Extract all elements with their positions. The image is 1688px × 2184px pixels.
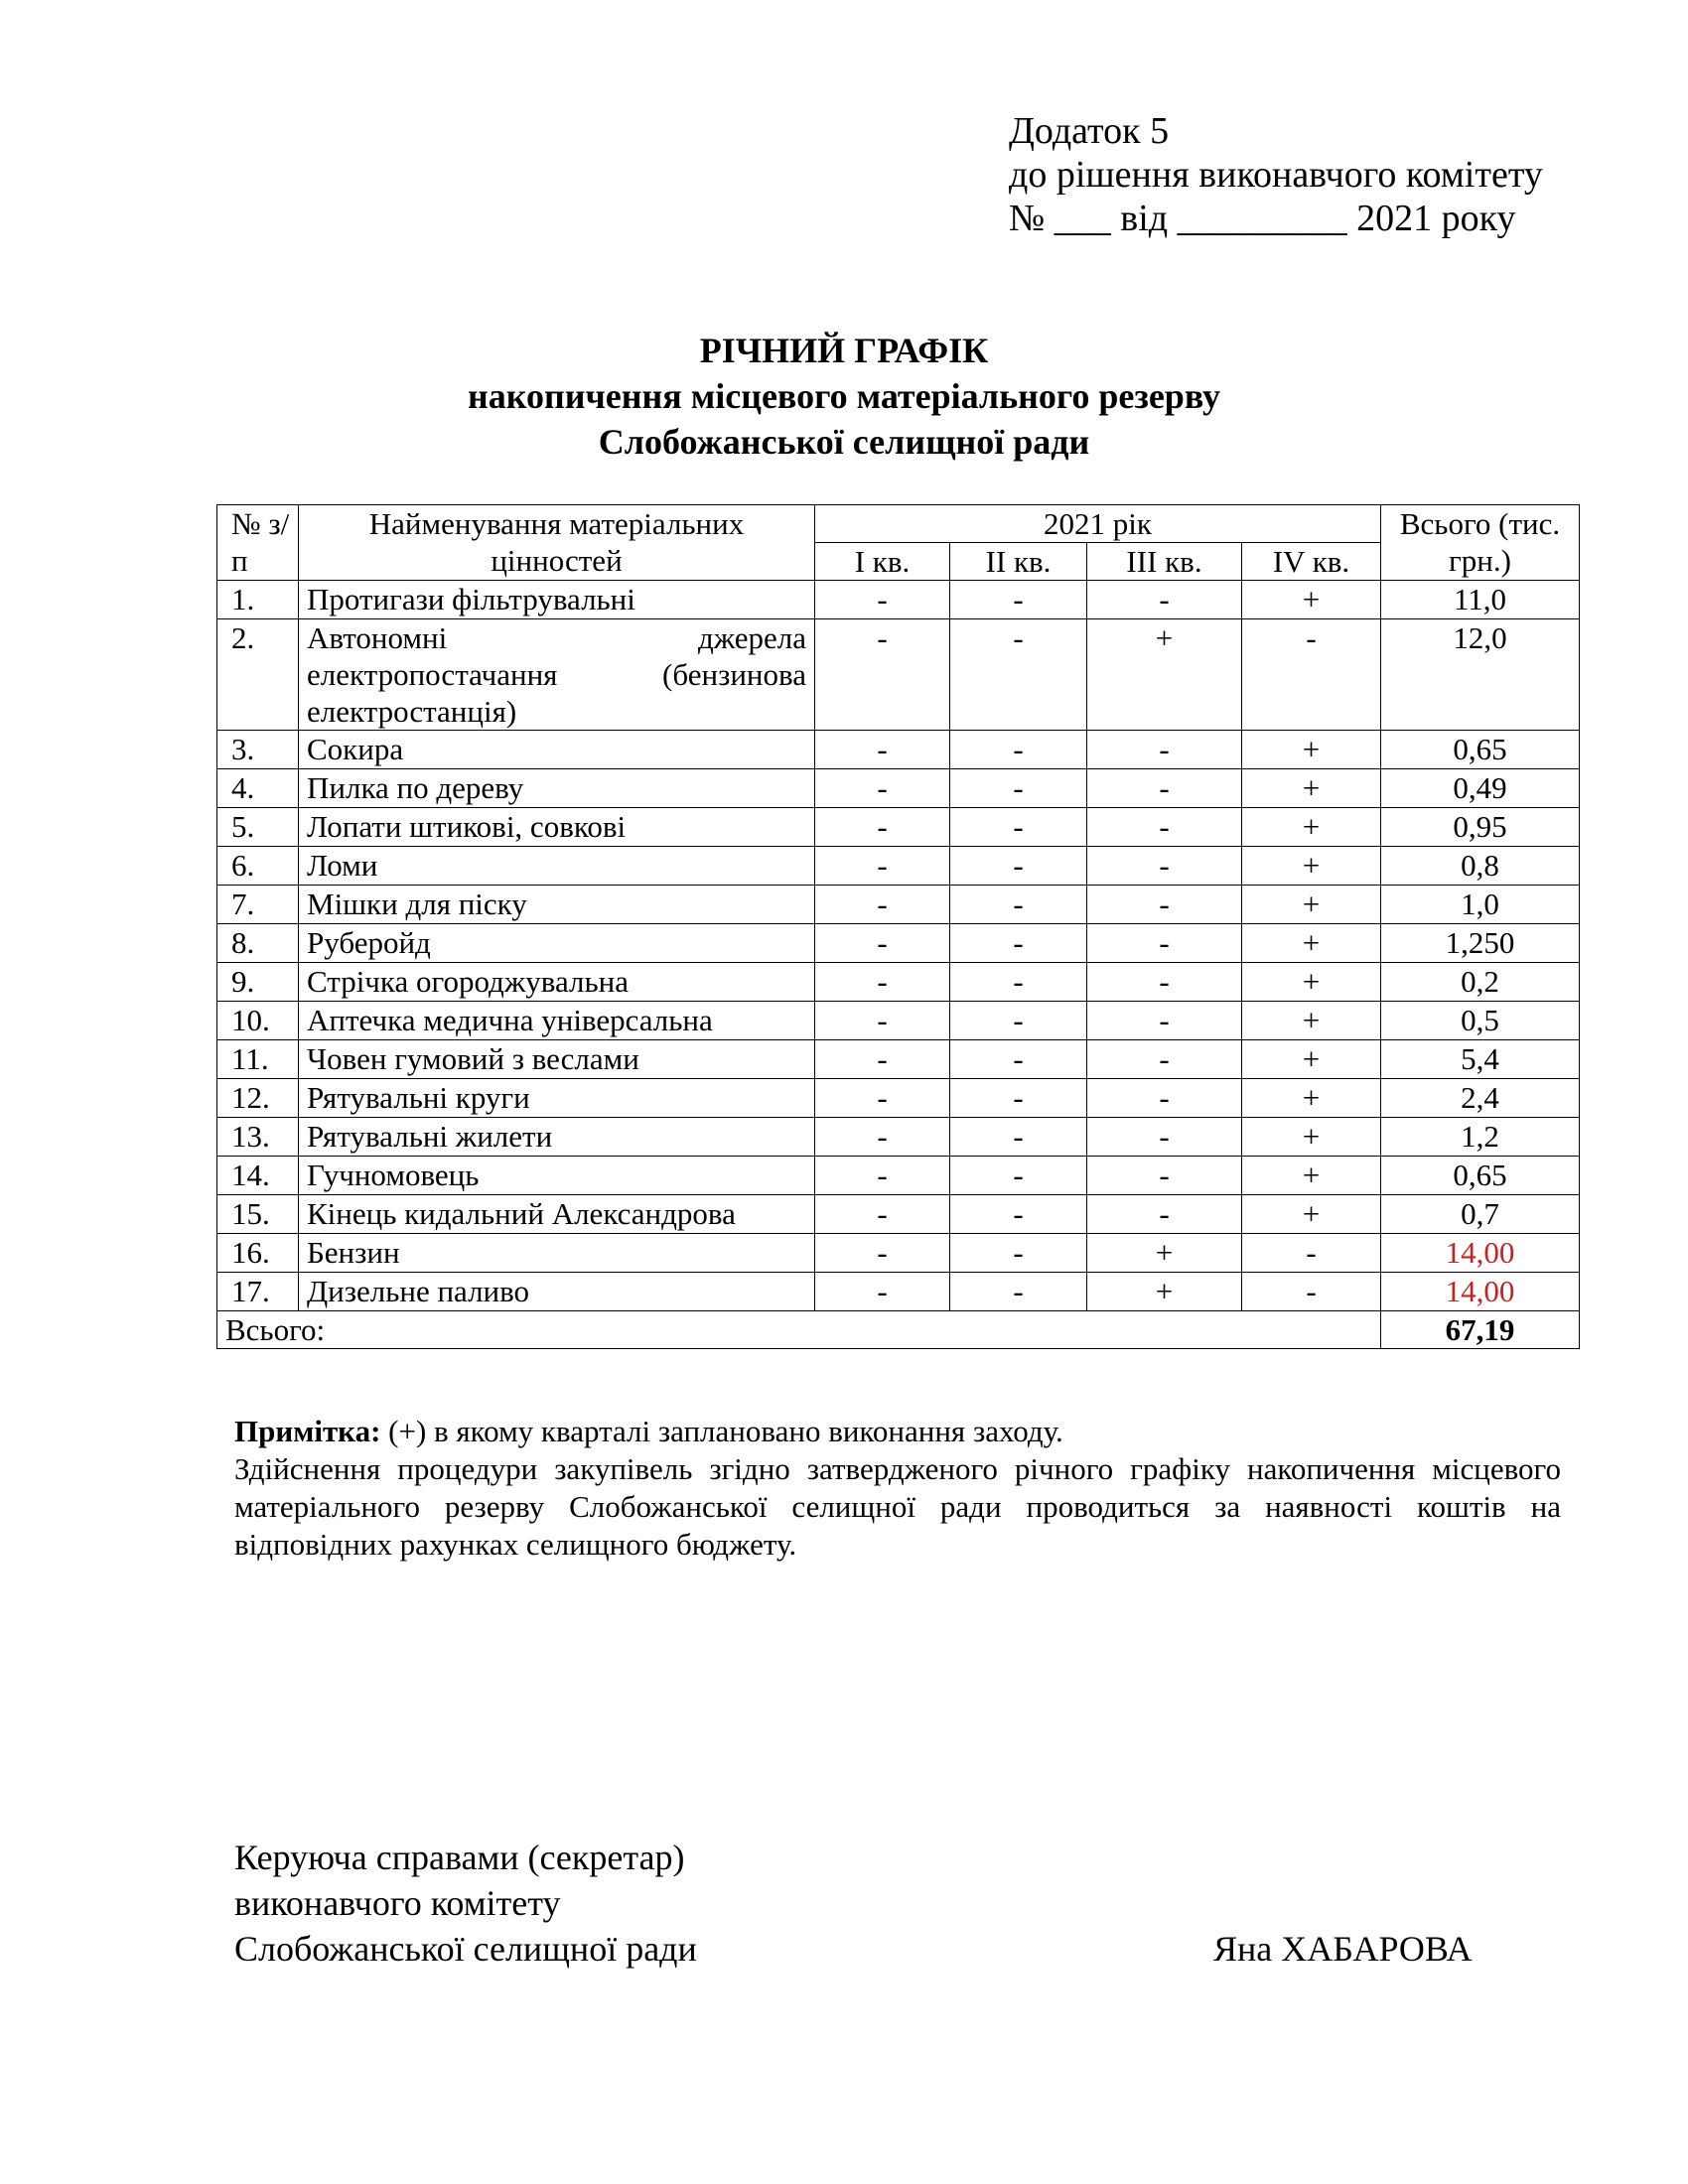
row-q2: - xyxy=(950,1157,1087,1195)
header-row-1 xyxy=(217,505,1580,543)
row-q1: - xyxy=(815,1157,950,1195)
row-q4: + xyxy=(1242,924,1381,963)
header-name: Найменування матеріальних цінностей xyxy=(299,505,815,581)
row-q2: - xyxy=(950,886,1087,924)
row-q2: - xyxy=(950,1040,1087,1079)
row-q2: - xyxy=(950,731,1087,769)
row-q3: + xyxy=(1087,1273,1242,1311)
row-q3: - xyxy=(1087,769,1242,808)
row-q4: + xyxy=(1242,731,1381,769)
row-total: 1,2 xyxy=(1381,1118,1580,1157)
table-row xyxy=(217,1157,1580,1195)
row-q1: - xyxy=(815,808,950,847)
row-q3: - xyxy=(1087,1118,1242,1157)
row-total: 12,0 xyxy=(1381,619,1580,731)
row-q4: + xyxy=(1242,808,1381,847)
row-q4: + xyxy=(1242,1040,1381,1079)
row-total: 1,250 xyxy=(1381,924,1580,963)
header-num: № з/п xyxy=(217,505,299,581)
row-q1: - xyxy=(815,769,950,808)
row-q3: - xyxy=(1087,847,1242,886)
row-name: Кінець кидальний Александрова xyxy=(299,1195,815,1234)
signature-position-2: виконавчого комітету xyxy=(234,1883,561,1923)
row-name: Пилка по дереву xyxy=(299,769,815,808)
row-name: Стрічка огороджувальна xyxy=(299,963,815,1002)
footer-total: 67,19 xyxy=(1381,1311,1580,1349)
row-q1: - xyxy=(815,963,950,1002)
row-q4: + xyxy=(1242,847,1381,886)
row-num: 10. xyxy=(217,1002,299,1040)
row-q4: - xyxy=(1242,1234,1381,1273)
table-row xyxy=(217,1079,1580,1118)
table-row xyxy=(217,1234,1580,1273)
row-q1: - xyxy=(815,1195,950,1234)
note-label: Примітка: xyxy=(234,1414,381,1448)
row-q4: + xyxy=(1242,1157,1381,1195)
row-num: 9. xyxy=(217,963,299,1002)
header-q2: II кв. xyxy=(950,543,1087,581)
row-name: Протигази фільтрувальні xyxy=(299,581,815,619)
row-q3: + xyxy=(1087,1234,1242,1273)
row-total: 0,49 xyxy=(1381,769,1580,808)
table-body xyxy=(217,581,1580,1311)
row-q2: - xyxy=(950,963,1087,1002)
row-q1: - xyxy=(815,619,950,731)
row-name: Мішки для піску xyxy=(299,886,815,924)
row-q2: - xyxy=(950,808,1087,847)
title-line-3: Слобожанської селищної ради xyxy=(598,422,1090,462)
row-total: 11,0 xyxy=(1381,581,1580,619)
table-row xyxy=(217,1040,1580,1079)
signer-name: Яна ХАБАРОВА xyxy=(1213,1929,1473,1969)
row-q4: + xyxy=(1242,581,1381,619)
row-name: Сокира xyxy=(299,731,815,769)
row-q3: - xyxy=(1087,731,1242,769)
row-name: Гучномовець xyxy=(299,1157,815,1195)
annex-date: № ___ від _________ 2021 року xyxy=(1009,198,1516,239)
row-q3: + xyxy=(1087,619,1242,731)
table-row xyxy=(217,886,1580,924)
signature-block xyxy=(234,1835,697,1972)
signature-position-1: Керуюча справами (секретар) xyxy=(234,1838,685,1877)
row-q2: - xyxy=(950,769,1087,808)
table-row xyxy=(217,1195,1580,1234)
row-q4: + xyxy=(1242,963,1381,1002)
row-total: 1,0 xyxy=(1381,886,1580,924)
row-total: 0,5 xyxy=(1381,1002,1580,1040)
footer-label: Всього: xyxy=(217,1311,1381,1349)
row-q2: - xyxy=(950,1195,1087,1234)
row-q4: + xyxy=(1242,886,1381,924)
table-row xyxy=(217,619,1580,731)
row-q2: - xyxy=(950,581,1087,619)
row-q1: - xyxy=(815,1079,950,1118)
annex-number: Додаток 5 xyxy=(1009,110,1170,152)
row-q4: + xyxy=(1242,769,1381,808)
row-q3: - xyxy=(1087,581,1242,619)
row-q2: - xyxy=(950,1118,1087,1157)
row-total: 5,4 xyxy=(1381,1040,1580,1079)
row-q3: - xyxy=(1087,1040,1242,1079)
row-num: 11. xyxy=(217,1040,299,1079)
row-num: 15. xyxy=(217,1195,299,1234)
note-paragraph: Здійснення процедури закупівель згідно затвердженого річного графіку накопичення місцевого матеріального резерву Слобожанської селищної ради проводиться за наявності коштів на відповідних рахунках селищного бюджету. xyxy=(234,1451,1561,1562)
row-num: 16. xyxy=(217,1234,299,1273)
row-num: 4. xyxy=(217,769,299,808)
row-q3: - xyxy=(1087,1002,1242,1040)
row-q1: - xyxy=(815,581,950,619)
row-q4: + xyxy=(1242,1195,1381,1234)
row-q4: - xyxy=(1242,619,1381,731)
row-q1: - xyxy=(815,1234,950,1273)
footer-row xyxy=(217,1311,1580,1349)
row-num: 3. xyxy=(217,731,299,769)
row-num: 14. xyxy=(217,1157,299,1195)
row-q2: - xyxy=(950,619,1087,731)
table-row xyxy=(217,731,1580,769)
annex-decision: до рішення виконавчого комітету xyxy=(1009,154,1543,196)
table-row xyxy=(217,847,1580,886)
row-q3: - xyxy=(1087,808,1242,847)
row-q1: - xyxy=(815,1002,950,1040)
title-line-1: РІЧНИЙ ГРАФІК xyxy=(699,331,989,370)
row-q4: + xyxy=(1242,1079,1381,1118)
row-name: Ломи xyxy=(299,847,815,886)
row-q1: - xyxy=(815,847,950,886)
signature-position-3: Слобожанської селищної ради xyxy=(234,1929,697,1969)
row-num: 6. xyxy=(217,847,299,886)
header-year: 2021 рік xyxy=(815,505,1381,543)
row-name: Рятувальні круги xyxy=(299,1079,815,1118)
header-q4: IV кв. xyxy=(1242,543,1381,581)
header-q1: I кв. xyxy=(815,543,950,581)
table-row xyxy=(217,769,1580,808)
row-q3: - xyxy=(1087,1157,1242,1195)
annex-block xyxy=(1009,109,1543,240)
row-q1: - xyxy=(815,1273,950,1311)
row-q1: - xyxy=(815,1040,950,1079)
row-num: 12. xyxy=(217,1079,299,1118)
row-name: Руберойд xyxy=(299,924,815,963)
row-q1: - xyxy=(815,1118,950,1157)
row-q3: - xyxy=(1087,886,1242,924)
document-title xyxy=(0,328,1688,465)
row-q1: - xyxy=(815,924,950,963)
header-q3: III кв. xyxy=(1087,543,1242,581)
row-q3: - xyxy=(1087,924,1242,963)
row-q3: - xyxy=(1087,1079,1242,1118)
row-q2: - xyxy=(950,924,1087,963)
schedule-table xyxy=(216,504,1580,1349)
row-total: 0,2 xyxy=(1381,963,1580,1002)
row-total: 14,00 xyxy=(1381,1273,1580,1311)
row-name: Бензин xyxy=(299,1234,815,1273)
row-num: 2. xyxy=(217,619,299,731)
row-q2: - xyxy=(950,1234,1087,1273)
row-num: 5. xyxy=(217,808,299,847)
row-name: Рятувальні жилети xyxy=(299,1118,815,1157)
note-line: (+) в якому кварталі заплановано виконання заходу. xyxy=(388,1414,1063,1448)
row-q2: - xyxy=(950,847,1087,886)
row-q2: - xyxy=(950,1079,1087,1118)
row-q1: - xyxy=(815,731,950,769)
header-total: Всього (тис. грн.) xyxy=(1381,505,1580,581)
row-num: 13. xyxy=(217,1118,299,1157)
row-q4: + xyxy=(1242,1002,1381,1040)
row-q4: - xyxy=(1242,1273,1381,1311)
row-num: 7. xyxy=(217,886,299,924)
title-line-2: накопичення місцевого матеріального резерву xyxy=(467,376,1221,416)
row-num: 8. xyxy=(217,924,299,963)
row-num: 17. xyxy=(217,1273,299,1311)
table-row xyxy=(217,1002,1580,1040)
row-q3: - xyxy=(1087,1195,1242,1234)
row-q1: - xyxy=(815,886,950,924)
row-q4: + xyxy=(1242,1118,1381,1157)
row-q3: - xyxy=(1087,963,1242,1002)
note-block xyxy=(234,1413,1561,1564)
row-total: 0,7 xyxy=(1381,1195,1580,1234)
table-row xyxy=(217,1118,1580,1157)
table-row xyxy=(217,1273,1580,1311)
row-total: 0,95 xyxy=(1381,808,1580,847)
row-name: Автономні джерела електропостачання (бензинова електростанція) xyxy=(299,619,815,731)
table-row xyxy=(217,963,1580,1002)
row-total: 0,65 xyxy=(1381,1157,1580,1195)
row-num: 1. xyxy=(217,581,299,619)
table-row xyxy=(217,808,1580,847)
row-total: 0,8 xyxy=(1381,847,1580,886)
table-row xyxy=(217,924,1580,963)
row-name: Аптечка медична універсальна xyxy=(299,1002,815,1040)
row-name: Лопати штикові, совкові xyxy=(299,808,815,847)
table-row xyxy=(217,581,1580,619)
row-total: 2,4 xyxy=(1381,1079,1580,1118)
row-q2: - xyxy=(950,1002,1087,1040)
row-total: 0,65 xyxy=(1381,731,1580,769)
row-name: Дизельне паливо xyxy=(299,1273,815,1311)
row-q2: - xyxy=(950,1273,1087,1311)
row-total: 14,00 xyxy=(1381,1234,1580,1273)
row-name: Човен гумовий з веслами xyxy=(299,1040,815,1079)
